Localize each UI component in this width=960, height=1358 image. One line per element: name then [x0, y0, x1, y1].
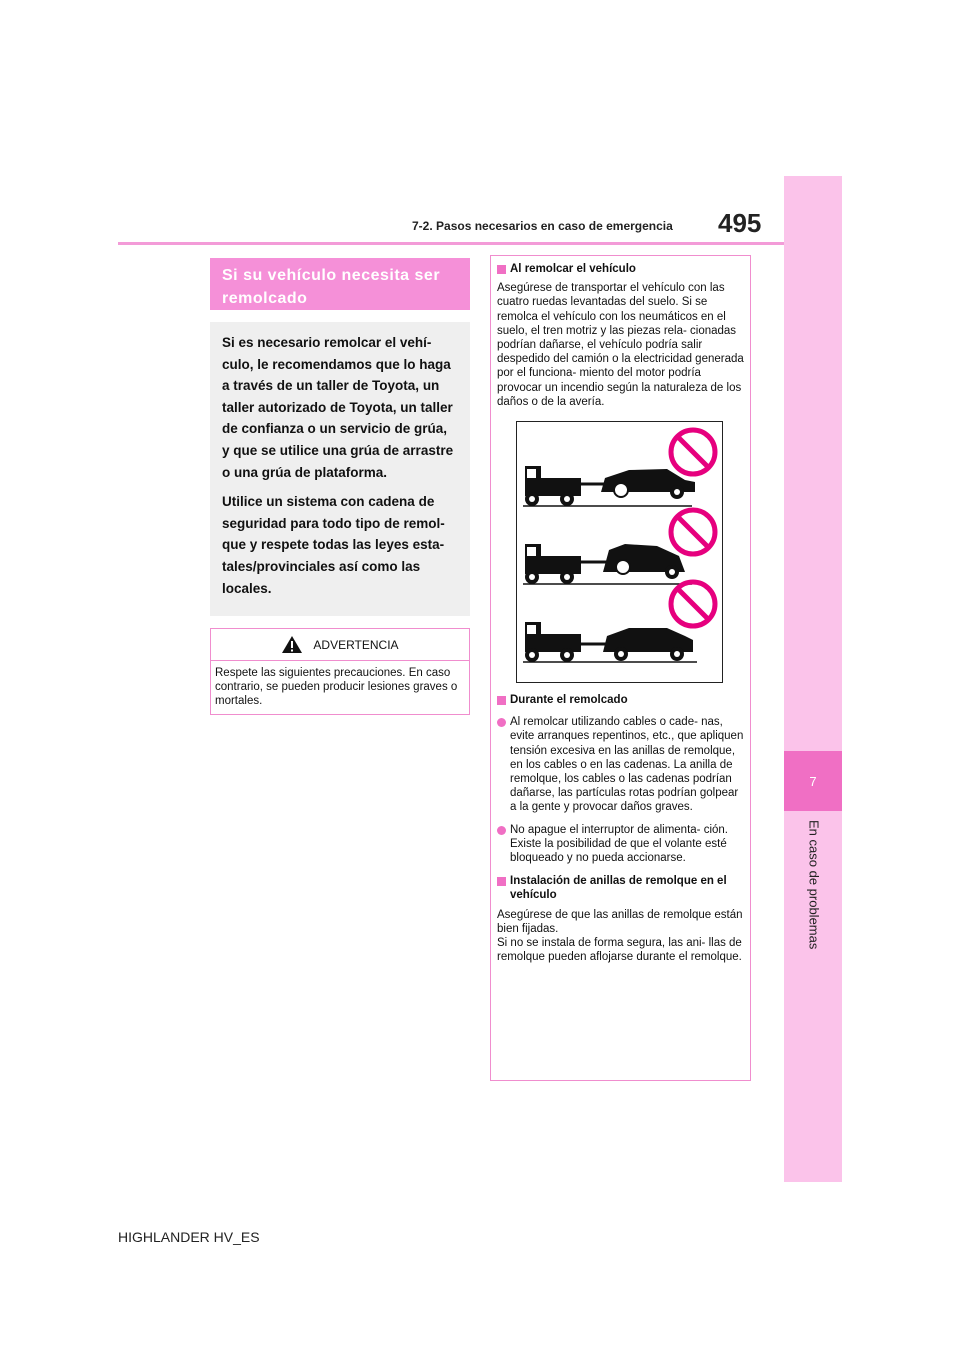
bullet-item: Al remolcar utilizando cables o cade- nas, evite arranques repentinos, etc., que apliquen tensión excesiva en las anillas de remolque, en los cables o en las cadenas. La anilla de remolque, los cables o las cadenas podrían dañarse, las partículas rotas podrían golpear a la gente y provocar daños graves.: [497, 715, 744, 814]
right-column: [490, 255, 751, 1081]
footer-model: HIGHLANDER HV_ES: [118, 1229, 260, 1245]
subheading-tow-eyelets: Instalación de anillas de remolque en el vehículo: [497, 874, 744, 902]
towing-text: Asegúrese de transportar el vehículo con las cuatro ruedas levantadas del suelo. Si se remolca el vehículo con los neumáticos en el suelo, el tren motriz y las piezas rela- cionadas podrían dañarse, el vehículo podría salir despedido del camión o la electricidad generada por el funciona- miento del motor podría provocar un incendio según la naturaleza de los daños o de la avería.: [497, 282, 744, 408]
warning-box: [210, 628, 470, 715]
subheading-towing: Al remolcar el vehículo: [497, 262, 744, 276]
tow-eyelets-text: Asegúrese de que las anillas de remolque están bien fijadas. Si no se instala de forma segura, las ani- llas de remolque pueden aflojarse durante el remolque.: [497, 908, 743, 964]
bullet-item: No apague el interruptor de alimenta- ción. Existe la posibilidad de que el volante esté bloqueado y no pueda accionarse.: [497, 823, 744, 866]
chapter-label: En caso de problemas: [806, 820, 822, 950]
chapter-number-tab: 7: [784, 751, 842, 811]
intro-paragraph-2: Utilice un sistema con cadena de seguridad para todo tipo de remol- que y respete todas las leyes esta- tales/provinciales así como las locales.: [222, 494, 445, 596]
topic-title: Si su vehículo necesita ser remolcado: [210, 258, 470, 310]
warning-text: Respete las siguientes precauciones. En caso contrario, se pueden producir lesiones graves o mortales.: [215, 667, 458, 707]
left-column: [210, 258, 470, 715]
prohibited-row-1: [523, 430, 715, 506]
round-bullet-icon: [497, 718, 506, 727]
side-tab: [784, 176, 842, 1182]
header-rule: [118, 242, 784, 245]
square-bullet-icon: [497, 265, 506, 274]
prohibited-row-3: [523, 582, 715, 662]
square-bullet-icon: [497, 877, 506, 886]
towing-prohibited-figure: [516, 421, 723, 683]
warning-header: [211, 629, 469, 661]
intro-paragraph-1: Si es necesario remolcar el vehí- culo, le recomendamos que lo haga a través de un taller de Toyota, un taller autorizado de Toyota, un taller de confianza o un servicio de grúa, y que se utilice una grúa de arrastre o una grúa de plataforma.: [222, 335, 454, 480]
round-bullet-icon: [497, 826, 506, 835]
square-bullet-icon: [497, 696, 506, 705]
section-title: 7-2. Pasos necesarios en caso de emergencia: [412, 219, 673, 233]
intro-box: [210, 322, 470, 616]
warning-triangle-icon: [281, 635, 303, 654]
subheading-during-towing: Durante el remolcado: [497, 693, 744, 707]
warning-title: ADVERTENCIA: [313, 637, 399, 652]
towing-illustration: [517, 422, 722, 682]
page-number: 495: [718, 208, 762, 238]
prohibited-row-2: [523, 510, 715, 584]
